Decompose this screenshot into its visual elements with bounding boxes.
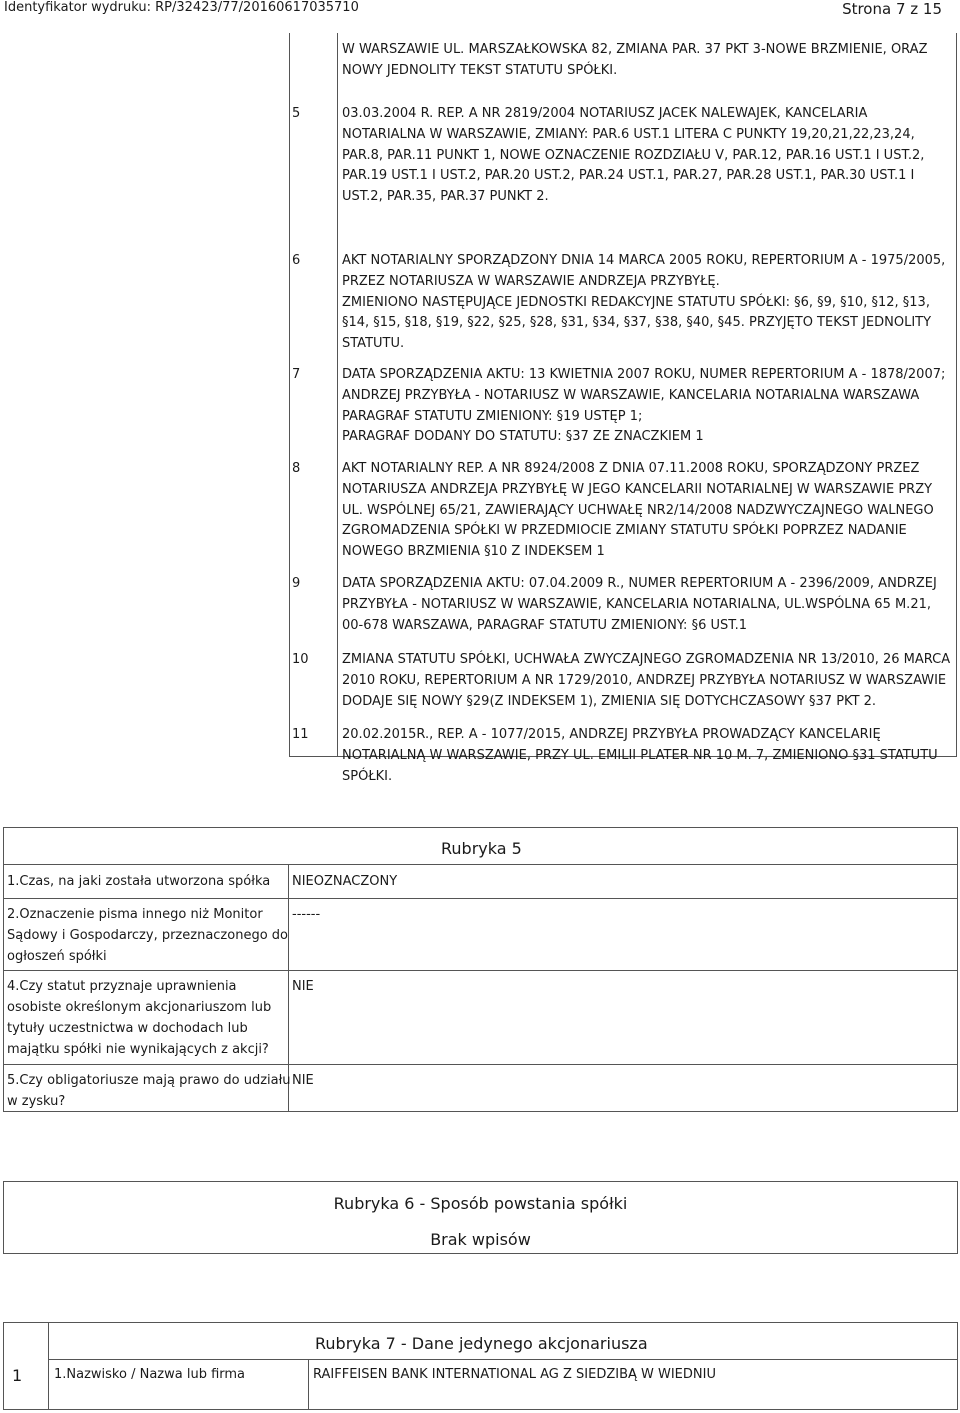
rubryka-5-label-line: ogłoszeń spółki — [7, 949, 107, 964]
history-entry-line: PARAGRAF DODANY DO STATUTU: §37 ZE ZNACZKIEM 1 — [342, 429, 704, 445]
history-entry-line: STATUTU. — [342, 336, 405, 352]
page-number: Strona 7 z 15 — [842, 0, 942, 18]
rubryka-5-row — [4, 1064, 957, 1113]
history-entry-line: PARAGRAF STATUTU ZMIENIONY: §19 USTĘP 1; — [342, 408, 643, 424]
history-entry-line: UST.2, PAR.35, PAR.37 PUNKT 2. — [342, 189, 549, 205]
history-entry-number: 11 — [292, 727, 309, 742]
history-entry-text — [342, 650, 952, 712]
rubryka-5-row — [4, 898, 957, 971]
history-entry-number: 9 — [292, 576, 301, 591]
history-entry-line: NOTARIALNA W WARSZAWIE, ZMIANY: PAR.6 UST.1 LITERA C PUNKTY 19,20,21,22,23,24, — [342, 126, 915, 142]
history-entry-line: PRZEZ NOTARIUSZA W WARSZAWIE ANDRZEJA PRZYBYŁĘ. — [342, 273, 720, 289]
history-entry-line: DODAJE SIĘ NOWY §29(Z INDEKSEM 1), ZMIENIA SIĘ DOTYCHCZASOWY §37 PKT 2. — [342, 693, 877, 709]
history-entry-text — [342, 365, 952, 448]
history-entry-text — [342, 251, 952, 355]
history-entry-text — [342, 40, 952, 82]
rubryka-5-label — [7, 904, 287, 967]
history-entry-line: §14, §15, §18, §19, §22, §25, §28, §31, §34, §37, §38, §40, §45. PRZYJĘTO TEKST JEDNOLITY — [342, 315, 932, 331]
rubryka-7-column-divider — [48, 1323, 49, 1409]
rubryka-6 — [3, 1181, 958, 1254]
rubryka-5-label-line: tytuły uczestnictwa w dochodach lub — [7, 1021, 248, 1036]
rubryka-5-label — [7, 871, 287, 892]
rubryka-5-value: NIE — [292, 979, 314, 994]
rubryka-6-title: Rubryka 6 - Sposób powstania spółki — [333, 1194, 628, 1213]
rubryka-7-row-number: 1 — [12, 1366, 23, 1385]
history-entry-number: 5 — [292, 106, 301, 121]
history-entry-line: NOTARIUSZA ANDRZEJA PRZYBYŁĘ W JEGO KANCELARII NOTARIALNEJ W WARSZAWIE PRZY — [342, 481, 933, 497]
history-entry-line: NOWY JEDNOLITY TEKST STATUTU SPÓŁKI. — [342, 62, 618, 78]
rubryka-5-label-line: osobiste określonym akcjonariuszom lub — [7, 1000, 272, 1015]
history-entry-line: PAR.19 UST.1 I UST.2, PAR.20 UST.2, PAR.24 UST.1, PAR.27, PAR.28 UST.1, PAR.30 UST.1 I — [342, 168, 915, 184]
history-entry-number: 8 — [292, 461, 301, 476]
history-entry-text — [342, 574, 952, 636]
history-entry-line: AKT NOTARIALNY REP. A NR 8924/2008 Z DNIA 07.11.2008 ROKU, SPORZĄDZONY PRZEZ — [342, 461, 920, 476]
rubryka-5-label — [7, 976, 287, 1060]
history-entry-line: AKT NOTARIALNY SPORZĄDZONY DNIA 14 MARCA 2005 ROKU, REPERTORIUM A - 1975/2005, — [342, 253, 946, 268]
rubryka-5 — [3, 827, 958, 1112]
rubryka-7-column-divider — [308, 1359, 309, 1409]
history-entry-line: UL. WSPÓLNEJ 65/21, ZAWIERAJĄCY UCHWAŁĘ NR2/14/2008 NADZWYCZAJNEGO WALNEGO — [342, 502, 934, 518]
history-entry-line: 00-678 WARSZAWA, PARAGRAF STATUTU ZMIENIONY: §6 UST.1 — [342, 617, 748, 633]
history-column-divider — [337, 33, 338, 756]
history-entry-line: 20.02.2015R., REP. A - 1077/2015, ANDRZEJ PRZYBYŁA PROWADZĄCY KANCELARIĘ — [342, 727, 881, 742]
rubryka-5-value: NIE — [292, 1073, 314, 1088]
rubryka-5-label — [7, 1070, 291, 1112]
history-entry-number: 7 — [292, 367, 301, 382]
rubryka-7-divider — [48, 1359, 957, 1360]
print-identifier: Identyfikator wydruku: RP/32423/77/20160617035710 — [4, 0, 359, 15]
history-table — [289, 33, 957, 784]
history-entry-line: 2010 ROKU, REPERTORIUM A NR 1729/2010, ANDRZEJ PRZYBYŁA NOTARIUSZ W WARSZAWIE — [342, 672, 947, 688]
rubryka-5-label-line: Sądowy i Gospodarczy, przeznaczonego do — [7, 928, 288, 943]
rubryka-7-value: RAIFFEISEN BANK INTERNATIONAL AG Z SIEDZIBĄ W WIEDNIU — [313, 1367, 716, 1382]
history-entry-line: ZMIENIONO NASTĘPUJĄCE JEDNOSTKI REDAKCYJNE STATUTU SPÓŁKI: §6, §9, §10, §12, §13, — [342, 294, 930, 310]
history-entry-text — [342, 104, 952, 208]
history-entry-number: 6 — [292, 253, 301, 268]
history-entry-text — [342, 725, 952, 787]
history-entry-number: 10 — [292, 652, 309, 667]
history-entry-text — [342, 459, 952, 563]
rubryka-5-value: ------ — [292, 907, 321, 922]
rubryka-5-label-line: w zysku? — [7, 1094, 66, 1109]
history-entry-line: W WARSZAWIE UL. MARSZAŁKOWSKA 82, ZMIANA PAR. 37 PKT 3-NOWE BRZMIENIE, ORAZ — [342, 42, 928, 57]
rubryka-7-label: 1.Nazwisko / Nazwa lub firma — [54, 1367, 246, 1382]
rubryka-5-label-line: majątku spółki nie wynikających z akcji? — [7, 1042, 269, 1057]
history-entry-line: ZGROMADZENIA SPÓŁKI W PRZEDMIOCIE ZMIANY STATUTU SPÓŁKI POPRZEZ NADANIE — [342, 523, 907, 539]
rubryka-5-row — [4, 970, 957, 1065]
history-entry-line: PAR.8, PAR.11 PUNKT 1, NOWE OZNACZENIE ROZDZIAŁU V, PAR.12, PAR.16 UST.1 I UST.2, — [342, 147, 925, 163]
rubryka-7 — [3, 1322, 958, 1410]
rubryka-5-label-line: 5.Czy obligatoriusze mają prawo do udziału — [7, 1073, 291, 1088]
history-entry-line: ZMIANA STATUTU SPÓŁKI, UCHWAŁA ZWYCZAJNEGO ZGROMADZENIA NR 13/2010, 26 MARCA — [342, 652, 951, 667]
rubryka-5-title: Rubryka 5 — [441, 839, 522, 858]
history-entry-line: NOTARIALNĄ W WARSZAWIE, PRZY UL. EMILII PLATER NR 10 M. 7, ZMIENIONO §31 STATUTU — [342, 747, 938, 763]
history-entry-line: NOWEGO BRZMIENIA §10 Z INDEKSEM 1 — [342, 544, 605, 560]
history-entry-line: DATA SPORZĄDZENIA AKTU: 13 KWIETNIA 2007 ROKU, NUMER REPERTORIUM A - 1878/2007; — [342, 367, 946, 382]
rubryka-5-value: NIEOZNACZONY — [292, 874, 398, 889]
rubryka-5-label-line: 4.Czy statut przyznaje uprawnienia — [7, 979, 237, 994]
history-entry-line: ANDRZEJ PRZYBYŁA - NOTARIUSZ W WARSZAWIE, KANCELARIA NOTARIALNA WARSZAWA — [342, 387, 920, 403]
rubryka-5-row — [4, 864, 957, 899]
rubryka-7-title: Rubryka 7 - Dane jedynego akcjonariusza — [315, 1334, 648, 1353]
rubryka-5-label-line: 2.Oznaczenie pisma innego niż Monitor — [7, 907, 263, 922]
history-entry-line: SPÓŁKI. — [342, 768, 393, 784]
rubryka-6-empty-note: Brak wpisów — [430, 1230, 531, 1249]
rubryka-5-label-line: 1.Czas, na jaki została utworzona spółka — [7, 874, 271, 889]
history-entry-line: 03.03.2004 R. REP. A NR 2819/2004 NOTARIUSZ JACEK NALEWAJEK, KANCELARIA — [342, 106, 868, 121]
history-entry-line: DATA SPORZĄDZENIA AKTU: 07.04.2009 R., NUMER REPERTORIUM A - 2396/2009, ANDRZEJ — [342, 576, 937, 591]
history-entry-line: PRZYBYŁA - NOTARIUSZ W WARSZAWIE, KANCELARIA NOTARIALNA, UL.WSPÓLNA 65 M.21, — [342, 596, 931, 612]
